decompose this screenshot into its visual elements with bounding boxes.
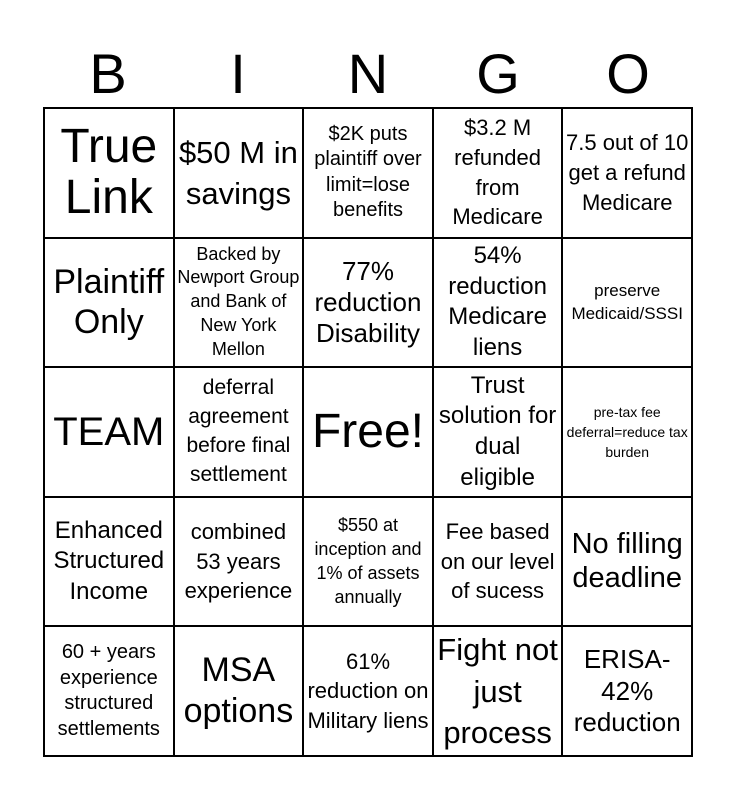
- bingo-cell[interactable]: [174, 108, 304, 238]
- cell-text: preserve Medicaid/SSSI: [571, 280, 683, 324]
- cell-text: No filling deadline: [571, 528, 683, 594]
- bingo-cell[interactable]: [562, 626, 692, 756]
- cell-text: Enhanced Structured Income: [53, 516, 165, 605]
- cell-text: Trust solution for dual eligible: [438, 371, 557, 491]
- bingo-cell[interactable]: [44, 497, 174, 627]
- cell-text: 60 + years experience structured settlements: [57, 641, 160, 740]
- bingo-cell[interactable]: [174, 497, 304, 627]
- header-letter-n: N: [347, 42, 389, 105]
- bingo-cell[interactable]: [44, 238, 174, 368]
- cell-text: True Link: [60, 120, 158, 224]
- bingo-cell[interactable]: [303, 108, 433, 238]
- bingo-cell[interactable]: [174, 238, 304, 368]
- cell-text: 54% reduction Medicare liens: [448, 241, 547, 362]
- cell-text: MSA options: [183, 651, 294, 731]
- bingo-cell[interactable]: [303, 238, 433, 368]
- bingo-header: [43, 38, 693, 110]
- bingo-cell[interactable]: [562, 238, 692, 368]
- bingo-card: [43, 107, 693, 757]
- bingo-cell[interactable]: [303, 626, 433, 756]
- cell-text: pre-tax fee deferral=reduce tax burden: [566, 403, 688, 461]
- bingo-cell[interactable]: [433, 626, 563, 756]
- cell-text: 77% reduction Disability: [314, 255, 422, 348]
- bingo-cell[interactable]: [433, 238, 563, 368]
- cell-text: Backed by Newport Group and Bank of New York Mellon: [177, 243, 300, 360]
- cell-text: Fight not just process: [437, 632, 558, 750]
- bingo-cell[interactable]: [433, 497, 563, 627]
- bingo-cell[interactable]: [44, 626, 174, 756]
- cell-text: $550 at inception and 1% of assets annually: [314, 514, 422, 607]
- header-letter-o: O: [606, 42, 650, 105]
- cell-text: 7.5 out of 10 get a refund Medicare: [566, 130, 689, 215]
- bingo-cell[interactable]: [303, 497, 433, 627]
- cell-text: $2K puts plaintiff over limit=lose benefits: [314, 122, 422, 222]
- bingo-cell[interactable]: [562, 108, 692, 238]
- bingo-cell[interactable]: [174, 367, 304, 497]
- bingo-cell[interactable]: [433, 108, 563, 238]
- bingo-cell[interactable]: [562, 497, 692, 627]
- cell-text: TEAM: [53, 409, 165, 454]
- bingo-cell[interactable]: [44, 367, 174, 497]
- cell-text: Plaintiff Only: [53, 262, 165, 342]
- bingo-cell[interactable]: [433, 367, 563, 497]
- header-letter-g: G: [476, 42, 520, 105]
- free-space[interactable]: [303, 367, 433, 497]
- bingo-cell[interactable]: [562, 367, 692, 497]
- bingo-cell[interactable]: [174, 626, 304, 756]
- header-letter-i: I: [230, 42, 246, 105]
- cell-text: deferral agreement before final settlement: [186, 376, 291, 486]
- cell-text: Fee based on our level of sucess: [440, 519, 555, 604]
- cell-text: 61% reduction on Military liens: [307, 648, 429, 734]
- cell-text: Free!: [311, 404, 424, 458]
- cell-text: ERISA- 42% reduction: [573, 644, 681, 737]
- cell-text: combined 53 years experience: [184, 519, 293, 604]
- header-letter-b: B: [89, 42, 127, 105]
- cell-text: $50 M in savings: [178, 134, 298, 211]
- bingo-cell[interactable]: [44, 108, 174, 238]
- cell-text: $3.2 M refunded from Medicare: [452, 115, 543, 230]
